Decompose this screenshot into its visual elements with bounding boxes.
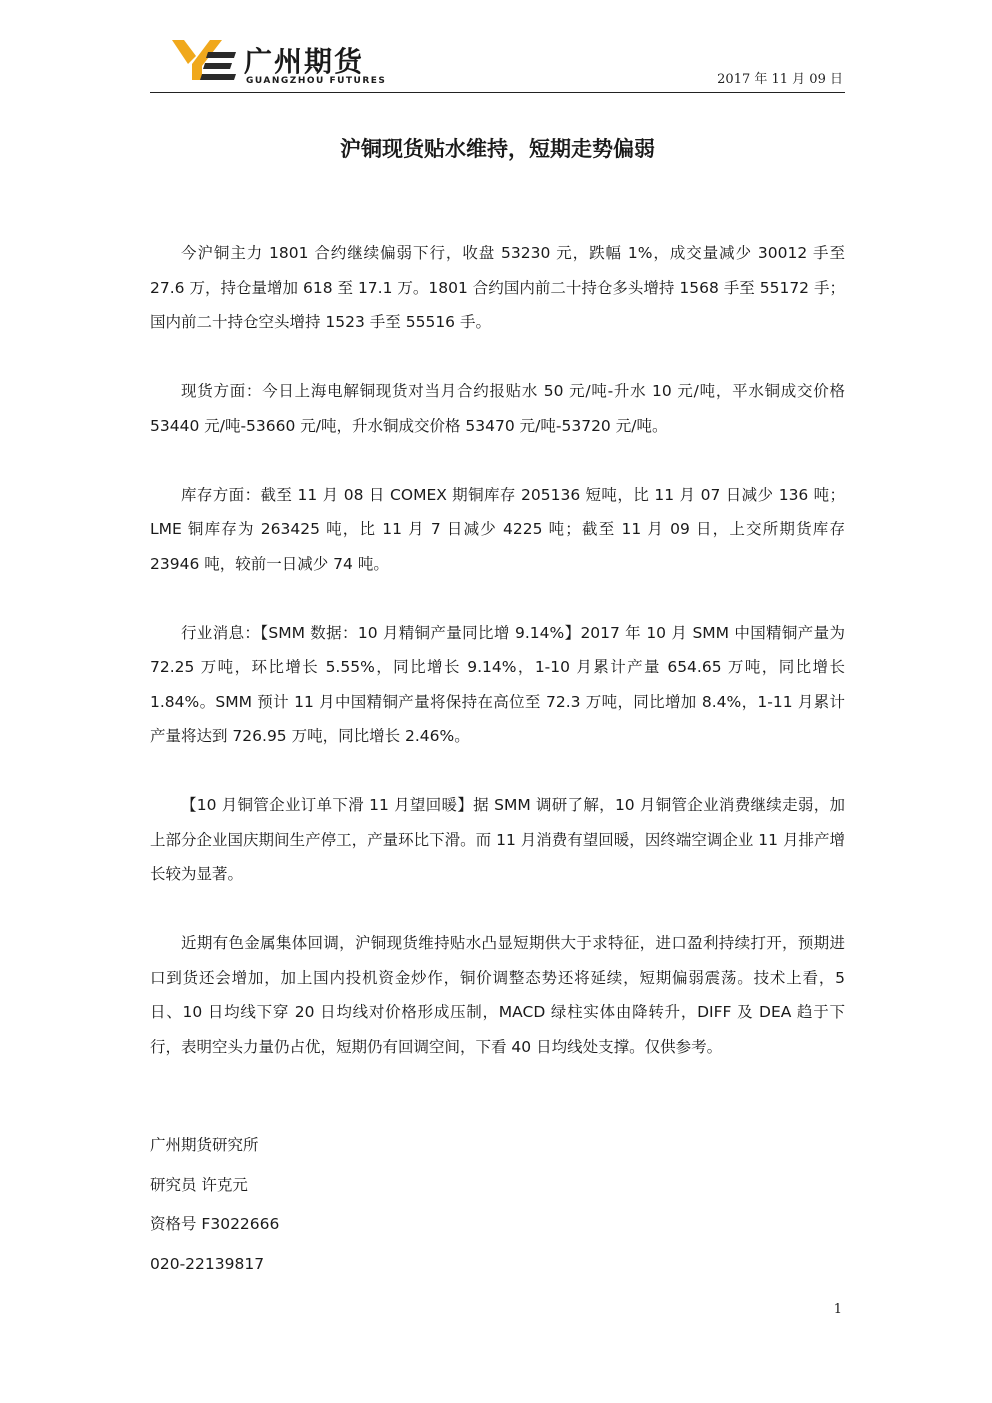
- paragraph-market-summary: 今沪铜主力 1801 合约继续偏弱下行，收盘 53230 元，跌幅 1%，成交量减少 30012 手至 27.6 万，持仓量增加 618 至 17.1 万。1801 合约国内前二十持仓多头增持 1568 手至 55172 手；国内前二十持仓空头增持 1523 手至 55516 手。: [150, 244, 845, 331]
- page-number: 1: [833, 1302, 842, 1317]
- signature-block: [150, 1126, 279, 1284]
- signature-phone: 020-22139817: [150, 1254, 265, 1273]
- logo-english-name: GUANGZHOU FUTURES: [246, 76, 387, 86]
- signature-license: 资格号 F3022666: [150, 1215, 280, 1233]
- paragraph-inventory: 库存方面：截至 11 月 08 日 COMEX 期铜库存 205136 短吨，比 11 月 07 日减少 136 吨；LME 铜库存为 263425 吨，比 11 月 7 日减少 4225 吨；截至 11 月 09 日，上交所期货库存 23946 吨，较前一日减少 74 吨。: [150, 485, 845, 573]
- paragraph-outlook: 近期有色金属集体回调，沪铜现货维持贴水凸显短期供大于求特征，进口盈利持续打开，预期进口到货还会增加，加上国内投机资金炒作，铜价调整态势还将延续，短期偏弱震荡。技术上看，5 日、10 日均线下穿 20 日均线对价格形成压制，MACD 绿柱实体由降转升，DIFF 及 DEA 趋于下行，表明空头力量仍占优，短期仍有回调空间，下看 40 日均线处支撑。仅供参考。: [150, 934, 845, 1056]
- paragraph-spot: 现货方面：今日上海电解铜现货对当月合约报贴水 50 元/吨-升水 10 元/吨，平水铜成交价格 53440 元/吨-53660 元/吨，升水铜成交价格 53470 元/吨-53720 元/吨。: [150, 382, 845, 435]
- page-header: [150, 30, 845, 93]
- report-date: 2017 年 11 月 09 日: [717, 72, 843, 87]
- logo-mark-icon: [172, 38, 238, 82]
- report-body: [150, 236, 845, 1099]
- signature-researcher: 研究员 许克元: [150, 1175, 248, 1194]
- paragraph-industry-news: 行业消息：【SMM 数据：10 月精铜产量同比增 9.14%】2017 年 10 月 SMM 中国精铜产量为 72.25 万吨，环比增长 5.55%，同比增长 9.14%，1-10 月累计产量 654.65 万吨，同比增长 1.84%。SMM 预计 11 月中国精铜产量将保持在高位至 72.3 万吨，同比增加 8.4%，1-11 月累计产量将达到 726.95 万吨，同比增长 2.46%。: [150, 623, 845, 745]
- signature-org: 广州期货研究所: [150, 1136, 259, 1154]
- paragraph-copper-tube: 【10 月铜管企业订单下滑 11 月望回暖】据 SMM 调研了解，10 月铜管企业消费继续走弱，加上部分企业国庆期间生产停工，产量环比下滑。而 11 月消费有望回暖，因终端空调企业 11 月排产增长较为显著。: [150, 796, 845, 883]
- company-logo: [172, 38, 387, 86]
- report-title: 沪铜现货贴水维持，短期走势偏弱: [340, 137, 655, 161]
- logo-chinese-name: 广州期货: [244, 45, 365, 78]
